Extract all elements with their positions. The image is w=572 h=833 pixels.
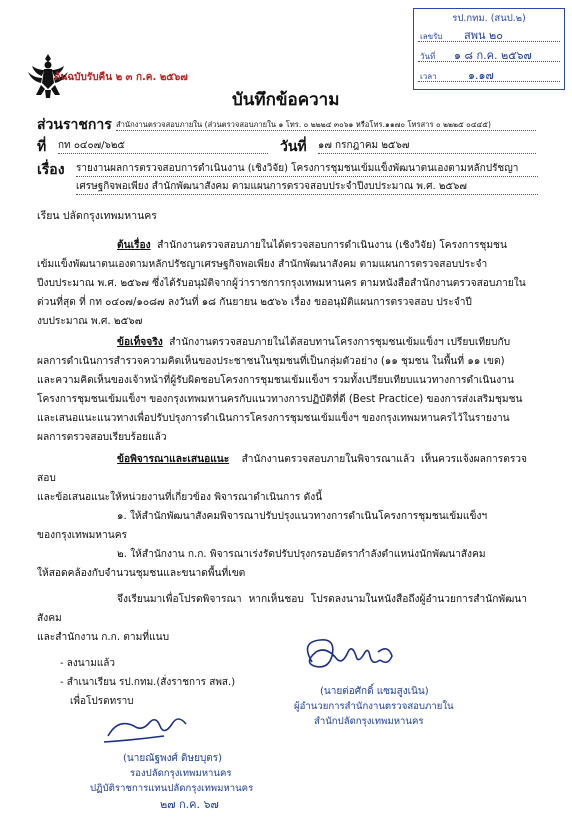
agency-label: ส่วนราชการ	[37, 117, 112, 133]
stamp-row	[418, 45, 560, 62]
facts-section	[37, 333, 527, 447]
subject-line: เศรษฐกิจพอเพียง สำนักพัฒนาสังคม ตามแผนการตรวจสอบประจำปีงบประมาณ พ.ศ. ๒๕๖๗	[76, 180, 538, 195]
deputy-name: (นายณัฐพงศ์ ดิษยบุตร)	[123, 753, 223, 764]
origin-line: เข้มแข็งพัฒนาตนเองตามหลักปรัชญาเศรษฐกิจพอเพียง สำนักพัฒนาสังคม ตามแผนการตรวจสอบประจำ	[37, 259, 488, 270]
closing-line: จึงเรียนมาเพื่อโปรดพิจารณา หากเห็นชอบ โปรดลงนามในหนังสือถึงผู้อำนวยการสำนักพัฒนาสังคม	[37, 594, 527, 624]
agency-value: สำนักงานตรวจสอบภายใน (ส่วนตรวจสอบภายใน ๑ โทร. ๐ ๒๒๒๔ ๓๐๖๑ หรือโทร.๑๑๗๐ โทรสาร ๐ ๒๒๒๕ ๐๔๔๕)	[116, 119, 536, 131]
stamp-row-value: ๑.๑๗	[468, 69, 494, 82]
facts-line: ผลการตรวจสอบเรียบร้อยแล้ว	[37, 432, 167, 443]
facts-line: และความคิดเห็นของเจ้าหน้าที่ผู้รับผิดชอบโครงการชุมชนเข้มแข็งฯ รวมทั้งเปรียบเทียบแนวทางการดำเนินงาน	[37, 375, 514, 386]
subject-label: เรื่อง	[37, 162, 65, 178]
note-signed: - ลงนามแล้ว	[60, 658, 116, 669]
original-returned-stamp: ต้นฉบับรับคืน ๒ ๓ ก.ค. ๒๕๖๗	[54, 72, 188, 83]
facts-heading: ข้อเท็จจริง	[117, 337, 163, 348]
note-copy: - สำเนาเรียน รป.กทม.(สั่งราชการ สพส.)	[60, 677, 236, 688]
consideration-section	[37, 450, 527, 583]
closing-line: และสำนักงาน ก.ก. ตามที่แนบ	[37, 632, 170, 643]
deputy-signature	[100, 708, 210, 748]
facts-line: ผลการดำเนินการสำรวจความคิดเห็นของประชาชนในชุมชนที่เป็นกลุ่มตัวอย่าง (๑๑ ชุมชน ในพื้นที่ ๑๑ เขต)	[37, 356, 505, 367]
consideration-item: ๑. ให้สำนักพัฒนาสังคมพิจารณาปรับปรุงแนวทางการดำเนินโครงการชุมชนเข้มแข็งฯ	[117, 511, 488, 522]
origin-heading: ต้นเรื่อง	[117, 240, 151, 251]
deputy-acting-title: ปฏิบัติราชการแทนปลัดกรุงเทพมหานคร	[90, 783, 254, 794]
consideration-line: ของกรุงเทพมหานคร	[37, 530, 127, 541]
consideration-line: ให้สอดคล้องกับจำนวนชุมชนและขนาดพื้นที่เขต	[37, 568, 246, 579]
stamp-row-value: ๑ ๘ ก.ค. ๒๕๖๗	[454, 49, 532, 62]
facts-line: โครงการชุมชนเข้มแข็งฯ ของกรุงเทพมหานครกับแนวทางการปฏิบัติที่ดี (Best Practice) ของการส่งเสริมชุมชน	[37, 394, 523, 405]
stamp-row-label: เลขรับ	[420, 32, 443, 41]
deputy-title: รองปลัดกรุงเทพมหานคร	[130, 768, 232, 779]
closing-section	[37, 590, 527, 647]
stamp-row	[418, 65, 560, 82]
date-label: วันที่	[280, 139, 307, 155]
stamp-row-label: เวลา	[420, 72, 437, 81]
deputy-sign-date: ๒๗ ก.ค. ๖๗	[160, 798, 219, 811]
origin-section	[37, 236, 527, 331]
origin-line: สำนักงานตรวจสอบภายในได้ตรวจสอบการดำเนินงาน (เชิงวิจัย) โครงการชุมชน	[157, 240, 507, 251]
director-title: ผู้อำนวยการสำนักงานตรวจสอบภายใน	[294, 701, 454, 712]
ref-number: กท ๐๔๐๗/๖๒๕	[58, 139, 268, 154]
receipt-stamp	[413, 8, 565, 90]
consideration-line: สำนักงานตรวจสอบภายในพิจารณาแล้ว เห็นควรแจ้งผลการตรวจสอบ	[37, 454, 527, 484]
stamp-row-label: วันที่	[420, 52, 436, 61]
origin-line: ด่วนที่สุด ที่ กท ๐๔๐๗/๑๐๘๗ ลงวันที่ ๑๘ กันยายน ๒๕๖๖ เรื่อง ขออนุมัติแผนการตรวจสอบ ประจำปี	[37, 297, 472, 308]
stamp-row-value: สพน ๒๐	[464, 29, 503, 42]
director-signature	[290, 632, 420, 680]
director-name: (นายต่อศักดิ์ แซมสูงเนิน)	[320, 686, 429, 697]
consideration-line: และข้อเสนอแนะให้หน่วยงานที่เกี่ยวข้อง พิจารณาดำเนินการ ดังนี้	[37, 492, 323, 503]
facts-line: สำนักงานตรวจสอบภายในได้สอบทานโครงการชุมชนเข้มแข็งฯ เปรียบเทียบกับ	[169, 337, 511, 348]
memo-title: บันทึกข้อความ	[232, 90, 340, 110]
stamp-office: รป.กทม. (สนป.๒)	[452, 13, 526, 24]
facts-line: และเสนอแนะแนวทางเพื่อปรับปรุงการดำเนินการโครงการชุมชนเข้มแข็งฯ ของกรุงเทพมหานครไว้ในรายงาน	[37, 413, 510, 424]
origin-line: งบประมาณ พ.ศ. ๒๕๖๗	[37, 316, 143, 327]
note-for-info: เพื่อโปรดทราบ	[70, 696, 134, 707]
director-department: สำนักปลัดกรุงเทพมหานคร	[314, 716, 424, 727]
consideration-heading: ข้อพิจารณาและเสนอแนะ	[117, 454, 230, 465]
origin-line: ปีงบประมาณ พ.ศ. ๒๕๖๗ ซึ่งได้รับอนุมัติจากผู้ว่าราชการกรุงเทพมหานคร ตามหนังสือสำนักงานตรวจสอบภายใน	[37, 278, 526, 289]
salutation: เรียน ปลัดกรุงเทพมหานคร	[37, 210, 157, 222]
memo-date: ๑๗ กรกฎาคม ๒๕๖๗	[318, 139, 536, 154]
stamp-row	[418, 25, 560, 42]
ref-label: ที่	[37, 139, 47, 155]
subject-line: รายงานผลการตรวจสอบการดำเนินงาน (เชิงวิจัย) โครงการชุมชนเข้มแข็งพัฒนาตนเองตามหลักปรัชญา	[76, 162, 538, 177]
consideration-item: ๒. ให้สำนักงาน ก.ก. พิจารณาเร่งรัดปรับปรุงกรอบอัตรากำลังตำแหน่งนักพัฒนาสังคม	[117, 549, 486, 560]
